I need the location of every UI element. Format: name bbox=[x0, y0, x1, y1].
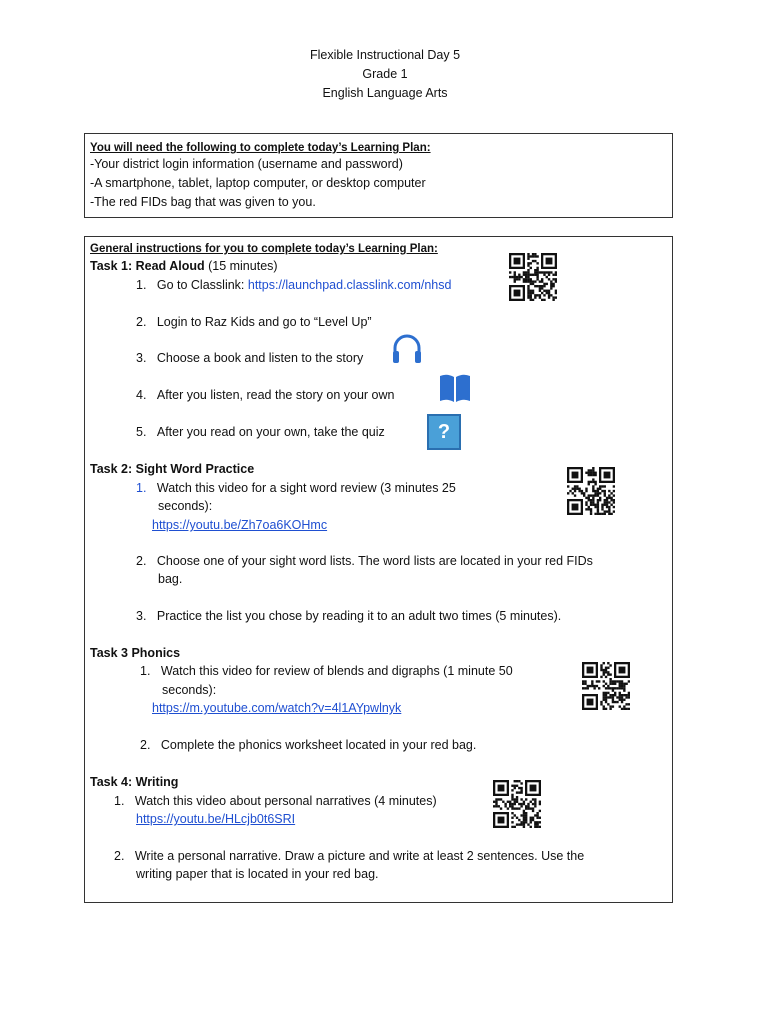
task3-step-1 bbox=[140, 662, 513, 680]
step-text: After you read on your own, take the quiz bbox=[156, 425, 385, 439]
materials-heading: You will need the following to complete today’s Learning Plan: bbox=[90, 142, 431, 154]
task1-step-3 bbox=[136, 349, 363, 367]
task2-step-2 bbox=[136, 552, 593, 570]
narrative-video-link[interactable]: https://youtu.be/HLcjb0t6SRI bbox=[136, 812, 296, 826]
phonics-video-link[interactable]: https://m.youtube.com/watch?v=4l1AYpwlnyk bbox=[152, 701, 402, 715]
materials-item: -Your district login information (username and password) bbox=[90, 157, 403, 171]
doc-subject: English Language Arts bbox=[322, 86, 448, 100]
step-number: 5. bbox=[136, 425, 147, 439]
step-number: 1. bbox=[136, 481, 147, 495]
doc-title-line1: Flexible Instructional Day 5 bbox=[309, 48, 461, 62]
task1-step-1 bbox=[136, 276, 451, 294]
task1-step-2 bbox=[136, 313, 372, 331]
step-text: Go to Classlink: bbox=[156, 278, 248, 292]
step-text: Watch this video for review of blends and digraphs (1 minute 50 bbox=[160, 664, 513, 678]
step-text: Choose a book and listen to the story bbox=[156, 351, 364, 365]
task3-step-2 bbox=[140, 736, 476, 754]
step-number: 2. bbox=[114, 849, 125, 863]
qr-code-icon[interactable] bbox=[582, 662, 630, 710]
step-number: 4. bbox=[136, 388, 147, 402]
step-number: 3. bbox=[136, 351, 147, 365]
headphones-icon bbox=[390, 332, 424, 366]
book-icon bbox=[438, 372, 472, 404]
step-number: 3. bbox=[136, 609, 147, 623]
materials-item: -The red FIDs bag that was given to you. bbox=[90, 195, 316, 209]
qr-code-icon[interactable] bbox=[509, 253, 557, 301]
task1-step-5 bbox=[136, 423, 385, 441]
step-number: 2. bbox=[136, 315, 147, 329]
general-heading: General instructions for you to complete today’s Learning Plan: bbox=[90, 243, 438, 255]
step-text: Watch this video for a sight word review (3 minutes 25 bbox=[156, 481, 456, 495]
step-text: Practice the list you chose by reading it to an adult two times (5 minutes). bbox=[156, 609, 562, 623]
task1-heading bbox=[90, 257, 278, 275]
task3-step-1-cont: seconds): bbox=[162, 683, 217, 697]
step-text: Choose one of your sight word lists. The word lists are located in your red FIDs bbox=[156, 554, 593, 568]
task4-step-2-cont: writing paper that is located in your red bag. bbox=[136, 867, 379, 881]
step-number: 2. bbox=[140, 738, 151, 752]
step-text: Watch this video about personal narratives (4 minutes) bbox=[134, 794, 437, 808]
step-number: 1. bbox=[114, 794, 125, 808]
step-number: 1. bbox=[140, 664, 151, 678]
step-number: 2. bbox=[136, 554, 147, 568]
step-text: Write a personal narrative. Draw a picture and write at least 2 sentences. Use the bbox=[134, 849, 585, 863]
materials-item: -A smartphone, tablet, laptop computer, or desktop computer bbox=[90, 176, 426, 190]
step-number: 1. bbox=[136, 278, 147, 292]
task2-title: Task 2: Sight Word Practice bbox=[90, 462, 255, 476]
task1-step-4 bbox=[136, 386, 394, 404]
task3-title: Task 3 Phonics bbox=[90, 646, 181, 660]
task2-step-1 bbox=[136, 479, 456, 497]
task4-step-2 bbox=[114, 847, 584, 865]
task1-duration: (15 minutes) bbox=[204, 259, 278, 273]
step-text: Login to Raz Kids and go to “Level Up” bbox=[156, 315, 372, 329]
task2-step-3 bbox=[136, 607, 561, 625]
task1-title: Task 1: Read Aloud bbox=[90, 259, 205, 273]
qr-code-icon[interactable] bbox=[567, 467, 615, 515]
task2-step-2-cont: bag. bbox=[158, 572, 183, 586]
qr-code-icon[interactable] bbox=[493, 780, 541, 828]
task4-title: Task 4: Writing bbox=[90, 775, 179, 789]
sight-word-video-link[interactable]: https://youtu.be/Zh7oa6KOHmc bbox=[152, 518, 328, 532]
classlink-link[interactable]: https://launchpad.classlink.com/nhsd bbox=[247, 278, 452, 292]
task4-step-1 bbox=[114, 792, 437, 810]
step-text: After you listen, read the story on your own bbox=[156, 388, 395, 402]
step-text: Complete the phonics worksheet located in your red bag. bbox=[160, 738, 477, 752]
question-icon: ? bbox=[427, 414, 461, 450]
task2-step-1-cont: seconds): bbox=[158, 499, 213, 513]
doc-grade: Grade 1 bbox=[362, 67, 408, 81]
